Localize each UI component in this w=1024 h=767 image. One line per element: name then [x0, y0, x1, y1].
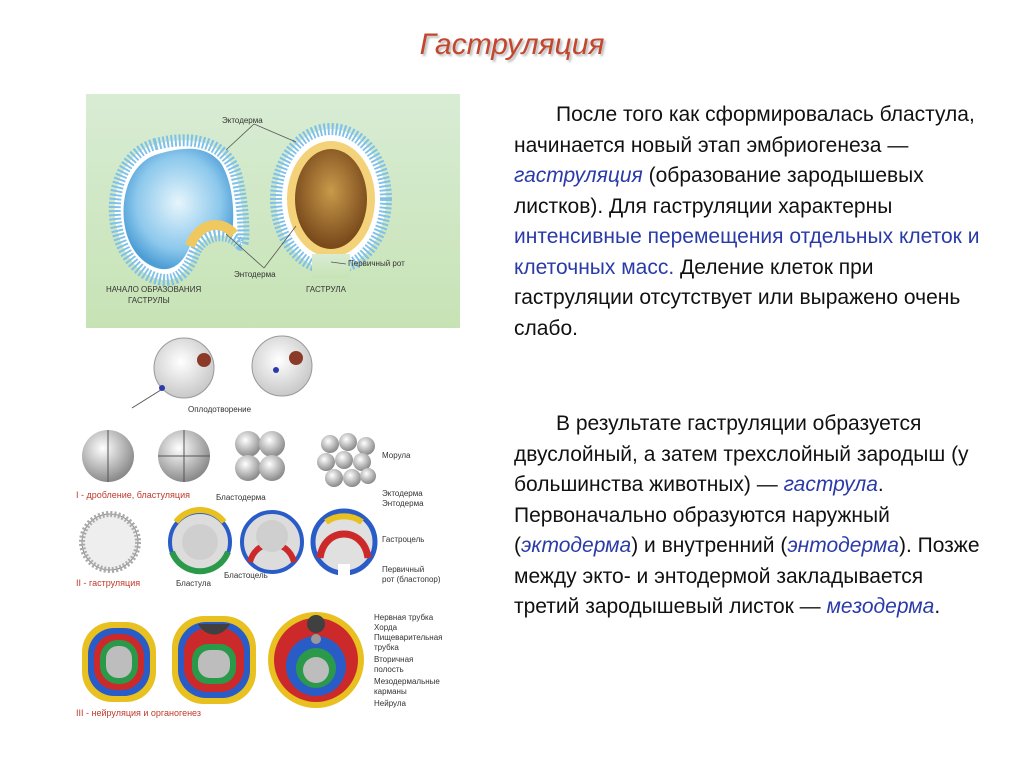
label-neural-tube: Нервная трубка: [374, 613, 434, 622]
label-morula: Морула: [382, 451, 411, 460]
label-blastocoel: Бластоцель: [224, 571, 268, 580]
p2-text-e: ) и внутренний (: [631, 534, 788, 557]
label-neurula: Нейрула: [374, 699, 406, 708]
label-primary-mouth: Первичный рот: [348, 259, 405, 268]
label-secondary-1: Вторичная: [374, 655, 414, 664]
morula: [317, 433, 376, 487]
p1-term-gastrulation: гаструляция: [514, 164, 643, 187]
neurula-stage-2: [172, 616, 256, 704]
development-stages-figure: [76, 332, 476, 720]
label-digestive-1: Пищеварительная: [374, 633, 443, 642]
p2-text-g: ). Позже между экто- и энтодермой закладывается третий зародышевый листок —: [514, 534, 980, 618]
label-ectoderm: Эктодерма: [222, 116, 263, 125]
label-primary-mouth-1: Первичный: [382, 565, 425, 574]
label-gastrocoel: Гастроцель: [382, 535, 425, 544]
label-stage3: III - нейруляция и органогенез: [76, 708, 201, 718]
label-digestive-2: трубка: [374, 643, 399, 652]
label-mesoderm-1: Мезодермальные: [374, 677, 440, 686]
label-primary-mouth-2: рот (бластопор): [382, 575, 441, 584]
p2-term-mesoderm: мезодерма: [826, 595, 935, 618]
label-fertilization: Оплодотворение: [188, 405, 252, 414]
p1-text-a: После того как сформировалась бластула, начинается новый этап эмбриогенеза —: [514, 103, 975, 157]
label-start-line1: НАЧАЛО ОБРАЗОВАНИЯ: [106, 285, 202, 294]
label-endoderm: Энтодерма: [234, 270, 276, 279]
p1-text-e: Деление клеток при гаструляции отсутствует или выражено очень слабо.: [514, 255, 961, 340]
paragraph-2: [514, 409, 984, 623]
neurula-stage-1: [82, 622, 156, 702]
label-gastrula: ГАСТРУЛА: [306, 285, 346, 294]
label-secondary-2: полость: [374, 665, 404, 674]
paragraph-1: [514, 100, 984, 344]
p1-highlight: интенсивные перемещения отдельных клеток и клеточных масс.: [514, 225, 980, 279]
label-mesoderm-2: карманы: [374, 687, 407, 696]
p2-text-i: .: [934, 595, 941, 618]
neurula-stage-3: [268, 612, 364, 708]
p2-text-a: В результате гаструляции образуется двуслойный, а затем трехслойный зародыш (у большинства животных) —: [514, 412, 969, 496]
label-endoderm-2: Энтодерма: [382, 499, 424, 508]
p2-term-gastrula: гаструла: [783, 473, 878, 496]
p2-text-c: . Первоначально образуются наружный (: [514, 473, 890, 557]
label-blastoderm: Бластодерма: [216, 493, 266, 502]
label-stage1: I - дробление, бластуляция: [76, 490, 190, 500]
label-start-line2: ГАСТРУЛЫ: [128, 296, 170, 305]
label-chord: Хорда: [374, 623, 398, 632]
p1-text-c: (образование зародышевых листков). Для гаструляции характерны: [514, 164, 924, 218]
p2-term-ectoderm: эктодерма: [521, 534, 632, 557]
gastrulation-figure: [86, 94, 460, 328]
label-stage2: II - гаструляция: [76, 578, 141, 588]
label-ectoderm-2: Эктодерма: [382, 489, 423, 498]
p2-term-endoderm: энтодерма: [787, 534, 899, 557]
slide-title: Гаструляция: [419, 28, 605, 61]
label-blastula: Бластула: [176, 579, 211, 588]
